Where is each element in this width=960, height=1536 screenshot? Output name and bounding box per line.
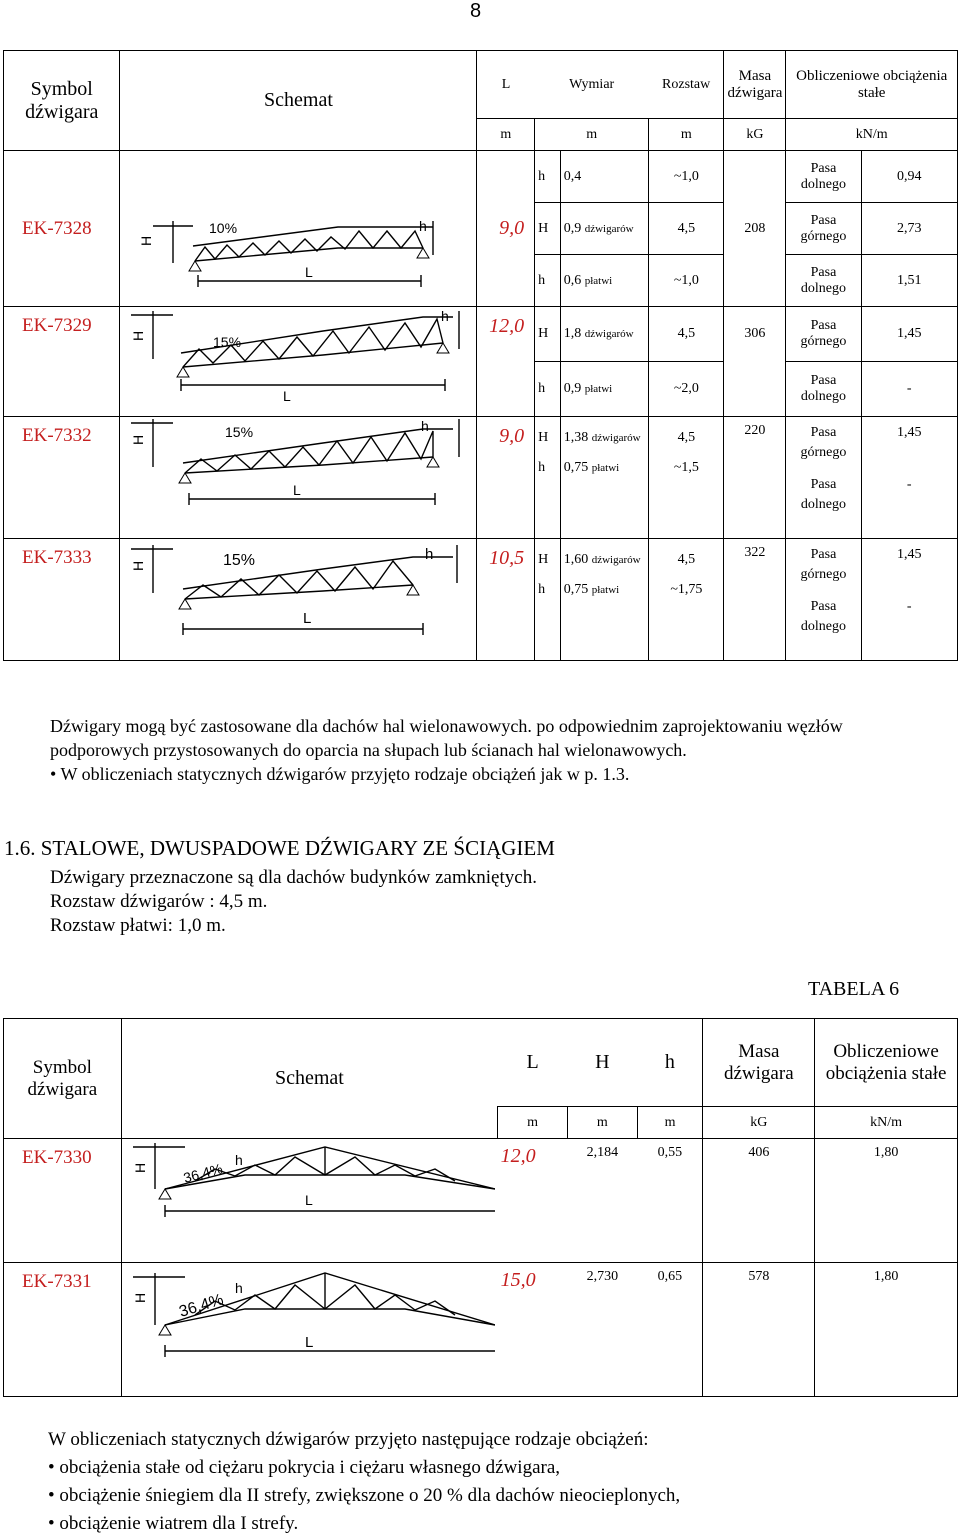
- table-row: EK-7331 H 36,4% h L 15,0 2,730 0,65 578 1,80: [4, 1263, 958, 1397]
- truss-diagram: [125, 1263, 495, 1391]
- svg-text:L: L: [283, 388, 292, 404]
- header-rozstaw: Rozstaw: [649, 51, 724, 119]
- diagram-ek7331: [121, 1263, 498, 1397]
- loads-description: W obliczeniach statycznych dźwigarów przyjęto następujące rodzaje obciążeń: • obciążenia stałe od ciężaru pokrycia i ciężaru własnego dźwigara, • obciążenie śniegiem dla II strefy, zwiększone o 20 % dla dachów nieocieplonych, • obciążenie wiatrem dla I strefy.: [48, 1429, 681, 1534]
- diagram-ek7333: [120, 539, 477, 661]
- svg-text:h: h: [234, 1152, 243, 1168]
- truss-diagram: [123, 417, 473, 533]
- svg-text:L: L: [305, 264, 314, 280]
- svg-text:36,4%: 36,4%: [181, 1160, 224, 1186]
- header-wymiar: Wymiar: [535, 51, 649, 119]
- table-row: EK-7329 H 15% h L 12,0 H 1,8 dźwigarów 4,5 306 Pasa górnego 1,45: [4, 307, 958, 362]
- svg-text:36,4%: 36,4%: [176, 1291, 226, 1321]
- diagram-ek7332: [120, 417, 477, 539]
- svg-text:H: H: [138, 235, 155, 246]
- header-symbol: Symbol dźwigara: [4, 51, 120, 151]
- svg-text:h: h: [421, 418, 430, 434]
- truss-diagram: [123, 307, 473, 411]
- description-paragraph: Dźwigary mogą być zastosowane dla dachów hal wielonawowych. po odpowiednim zaprojektowaniu węzłów podporowych przystosowanych do oparcia na słupach lub ścianach hal wielonawowych. • W obliczeniach statycznych dźwigarów przyjęto rodzaje obciążeń jak w p. 1.3.: [50, 716, 843, 784]
- header-schemat: Schemat: [120, 51, 477, 151]
- svg-text:15%: 15%: [223, 552, 256, 569]
- page-number: 8: [470, 0, 482, 22]
- svg-text:L: L: [303, 610, 312, 627]
- diagram-ek7328: [120, 151, 477, 307]
- unit-obc: kN/m: [786, 119, 958, 151]
- header-masa: Masa dźwigara: [724, 51, 786, 119]
- trusses-table-1: [3, 50, 958, 661]
- svg-text:L: L: [304, 1334, 314, 1351]
- diagram-ek7330: [121, 1139, 498, 1263]
- symbol-ek7328: EK-7328: [4, 151, 120, 307]
- unit-masa: kG: [724, 119, 786, 151]
- unit-L: m: [477, 119, 535, 151]
- svg-text:h: h: [234, 1280, 243, 1296]
- svg-text:h: h: [419, 218, 428, 234]
- svg-text:H: H: [131, 1292, 148, 1303]
- table-row: h 0,9 płatwi ~2,0 Pasa dolnego -: [4, 362, 958, 417]
- table-row: EK-7333 H 15% h L 10,5 H h 1,60 dźwigarów 0,75 płatwi 4,5 ~1,75 322 Pasa górnego Pasa dolnego 1,45 -: [4, 539, 958, 661]
- unit-rozstaw: m: [649, 119, 724, 151]
- svg-text:H: H: [130, 434, 147, 445]
- truss-diagram: [123, 539, 473, 655]
- svg-text:h: h: [425, 546, 434, 563]
- diagram-ek7329: [120, 307, 477, 417]
- svg-text:H: H: [130, 330, 147, 341]
- unit-wymiar: m: [535, 119, 649, 151]
- section-description: Dźwigary przeznaczone są dla dachów budynków zamkniętych. Rozstaw dźwigarów : 4,5 m. Rozstaw płatwi: 1,0 m.: [50, 867, 537, 936]
- truss-diagram: [125, 1139, 495, 1257]
- section-heading: 1.6. STALOWE, DWUSPADOWE DŹWIGARY ZE ŚCIĄGIEM: [4, 836, 555, 860]
- table-row: h 0,6 płatwi ~1,0 Pasa dolnego 1,51: [4, 255, 958, 307]
- header-L: L: [477, 51, 535, 119]
- svg-text:L: L: [304, 1192, 313, 1208]
- svg-text:15%: 15%: [213, 334, 242, 350]
- svg-text:H: H: [130, 560, 147, 571]
- svg-text:15%: 15%: [225, 424, 254, 440]
- table-row: EK-7330 H 36,4% h L 12,0 2,184 0,55 406 1,80: [4, 1139, 958, 1263]
- header-obciazenia: Obliczeniowe obciążenia stałe: [786, 51, 958, 119]
- table-row: EK-7328 H 10% h L h 0,4 ~1,0 Pasa dolnego 0,94: [4, 151, 958, 203]
- table-row: EK-7332 H 15% h L 9,0 H h 1,38 dźwigarów 0,75 płatwi 4,5 ~1,5 220 Pasa górnego Pasa dolnego 1,45 -: [4, 417, 958, 539]
- table-label: TABELA 6: [808, 978, 900, 1000]
- svg-text:H: H: [131, 1162, 148, 1173]
- svg-text:L: L: [293, 482, 302, 498]
- svg-text:h: h: [441, 308, 450, 324]
- svg-text:10%: 10%: [209, 220, 238, 236]
- truss-diagram: [123, 151, 473, 301]
- trusses-table-2: Symbol dźwigara Schemat L H h Masa dźwigara Obliczeniowe obciążenia stałe m m m kG kN/m EK-7330 H 36,4% h L 12,0 2,184 0,55 406 1,80 EK-7331 H 36,4% h L 15,0 2,730 0,65 578 1,80: [3, 1018, 958, 1397]
- table-row: 9,0 H 0,9 dźwigarów 4,5 208 Pasa górnego 2,73: [4, 203, 958, 255]
